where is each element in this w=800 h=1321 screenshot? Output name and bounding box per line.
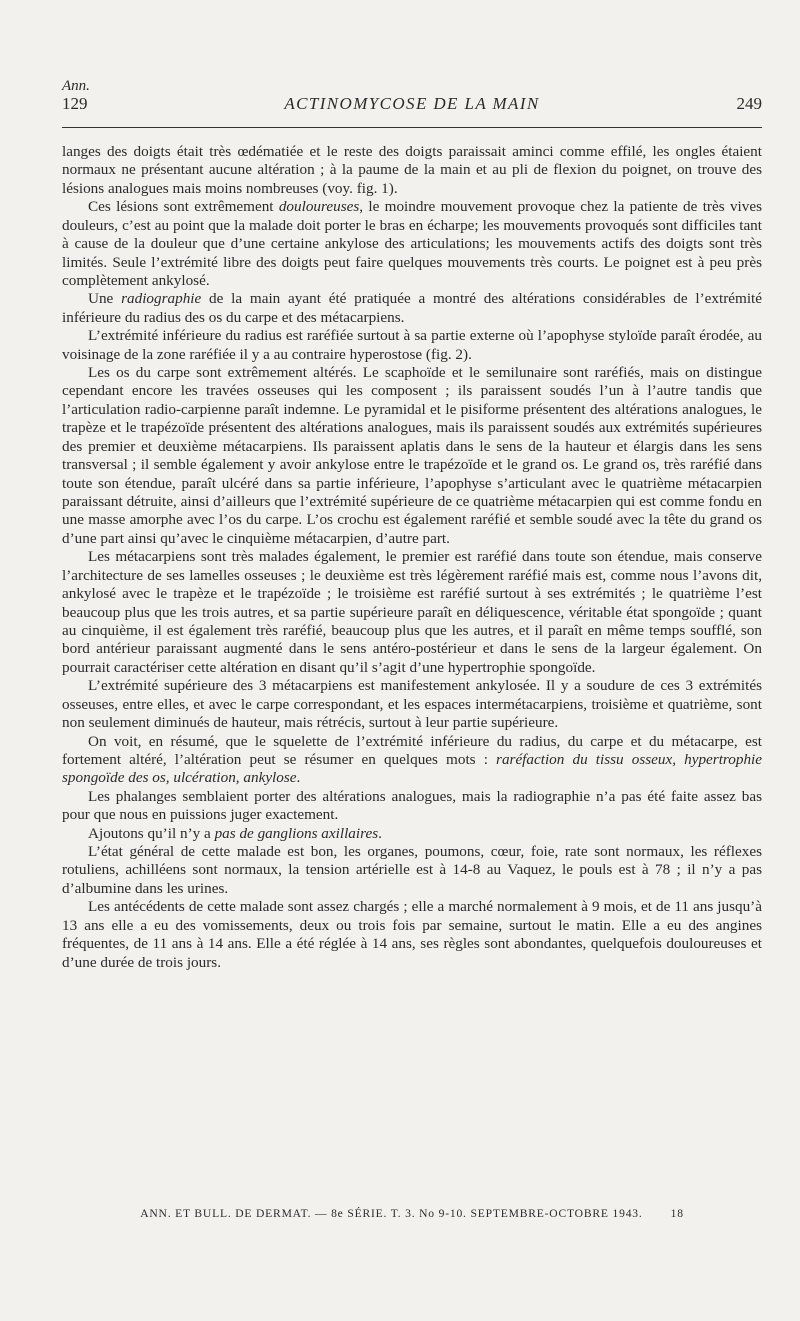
text-run: Les métacarpiens sont très malades également, le premier est raréfié dans toute son étendue, mais conserve l’architecture de ses lamelles osseuses ; le deuxième est très légèrement raréfié mais est, comme nous l’avons dit, ankylosé avec le trapèze et le trapézoïde ; le troisième est raréfié surtout à ses extrémités ; le quatrième l’est beaucoup plus que les trois autres, et sa partie supérieure paraît en déliquescence, véritable état spongoïde ; quant au cinquième, il est également très raréfié, beaucoup plus que les autres, et il paraît en même temps soufflé, son bord antérieur paraissant augmenté dans le sens antéro-postérieur et dans le sens de la largeur également. On pourrait caractériser cette altération en disant qu’il s’agit d’une hypertrophie spongoïde.: [62, 548, 762, 676]
text-run: Les os du carpe sont extrêmement altérés. Le scaphoïde et le semilunaire sont raréfiés, mais on distingue cependant encore les travées osseuses qui les composent ; ils paraissent soudés l’un à l’autre tandis que l’articulation radio-carpienne paraît indemne. Le pyramidal et le pisiforme présentent des altérations analogues, le trapèze et le trapézoïde présentent des altérations analogues, mais ils paraissent soudés aux extrémités supérieures des premier et deuxième métacarpiens. Ils paraissent aplatis dans le sens de la hauteur et élargis dans les sens transversal ; il semble également y avoir ankylose entre le trapézoïde et le grand os. Le grand os, très raréfié dans toute son étendue, paraît ulcéré dans sa partie inférieure, l’apophyse s’articulant avec le quatrième métacarpien paraissant détruite, ainsi d’ailleurs que l’extrémité supérieure de ce quatrième métacarpien qui est comme fondu en une masse amorphe avec l’os du carpe. L’os crochu est également raréfié et semble soudé avec la tête du grand os d’une part ainsi qu’avec le cinquième métacarpien, d’autre part.: [62, 364, 762, 547]
text-run: Les antécédents de cette malade sont assez chargés ; elle a marché normalement à 9 mois, et de 11 ans jusqu’à 13 ans elle a eu des vomissements, deux ou trois fois par semaine, surtout le matin. Elle a eu des angines fréquentes, de 11 ans à 14 ans. Elle a été réglée à 14 ans, ses règles sont abondantes, quelquefois douloureuses et d’une durée de trois jours.: [62, 898, 762, 971]
text-run: Une: [88, 290, 122, 308]
text-run: Les phalanges semblaient porter des altérations analogues, mais la radiographie n’a pas été faite assez bas pour que nous en puissions juger exactement.: [62, 787, 762, 824]
text-run: L’extrémité supérieure des 3 métacarpiens est manifestement ankylosée. Il y a soudure de ces 3 extrémités osseuses, entre elles, et avec le carpe correspondant, et les espaces intermétacarpiens, troisième et quatrième, sont non seulement diminués de hauteur, mais rétrécis, surtout à leur partie supérieure.: [62, 677, 762, 732]
paragraph: [62, 733, 762, 788]
paragraph: [62, 364, 762, 548]
emphasis-text: pas de ganglions axillaires: [214, 824, 379, 842]
emphasis-text: radiographie: [121, 290, 202, 308]
emphasis-text: raréfaction du tissu osseux, hypertrophie spongoïde des os, ulcération, ankylose: [62, 750, 763, 787]
text-run: On voit, en résumé, que le squelette de l’extrémité inférieure du radius, du carpe et du métacarpe, est fortement altéré, l’altération peut se résumer en quelques mots :: [62, 732, 762, 768]
journal-citation: ANN. ET BULL. DE DERMAT. — 8e SÉRIE. T. 3. No 9-10. SEPTEMBRE-OCTOBRE 1943.: [140, 1207, 643, 1220]
text-run: L’état général de cette malade est bon, les organes, poumons, cœur, foie, rate sont normaux, les réflexes rotuliens, achilléens sont normaux, la tension artérielle est à 14-8 au Vaquez, le pouls est à 78 ; il n’y a pas d’albumine dans les urines.: [62, 843, 762, 897]
signature-mark: 18: [670, 1207, 684, 1220]
page-number: 249: [736, 94, 762, 113]
journal-abbreviation: Ann.: [62, 78, 90, 94]
header-rule: [62, 127, 762, 128]
text-run: Ces lésions sont extrêmement: [88, 198, 279, 216]
emphasis-text: douloureuses: [278, 198, 360, 216]
text-run: .: [296, 769, 301, 787]
text-run: Ajoutons qu’il n’y a: [88, 824, 215, 842]
original-page-number: 129: [62, 94, 88, 113]
page-footer: [62, 1207, 762, 1221]
text-run: langes des doigts était très œdématiée et le reste des doigts paraissait aminci comme effilé, les ongles étaient normaux ne présentant aucune altération ; à la paume de la main et au pli de flexion du poignet, on trouve des lésions analogues mais moins nombreuses (voy. fig. 1).: [62, 143, 762, 197]
paragraph: [62, 290, 762, 327]
text-run: L’extrémité inférieure du radius est raréfiée surtout à sa partie externe où l’apophyse styloïde paraît érodée, au voisinage de la zone raréfiée il y a au contraire hyperostose (fig. 2).: [62, 327, 762, 363]
paragraph: [62, 788, 762, 825]
text-run: de la main ayant été pratiquée a montré des altérations considérables de l’extrémité inférieure du radius des os du carpe et des métacarpiens.: [62, 290, 762, 326]
paragraph: [62, 825, 762, 843]
paragraph: [62, 327, 762, 364]
text-run: .: [378, 824, 382, 842]
paragraph: [62, 548, 762, 677]
paragraph: [62, 843, 762, 898]
article-body: [62, 143, 762, 972]
paragraph: [62, 198, 762, 290]
running-title: ACTINOMYCOSE DE LA MAIN: [284, 94, 540, 113]
paragraph: [62, 143, 762, 198]
paragraph: [62, 677, 762, 732]
text-run: , le moindre mouvement provoque chez la patiente de très vives douleurs, c’est au point que la malade doit porter le bras en écharpe; les mouvements provoqués sont difficiles tant à cause de la douleur que d’une certaine ankylose des articulations; les mouvements actifs des doigts sont très limités. Seule l’extrémité libre des doigts peut faire quelques mouvements très courts. Le poignet est à peu près complètement ankylosé.: [62, 198, 763, 289]
paragraph: [62, 898, 762, 972]
page-header: [62, 78, 762, 128]
